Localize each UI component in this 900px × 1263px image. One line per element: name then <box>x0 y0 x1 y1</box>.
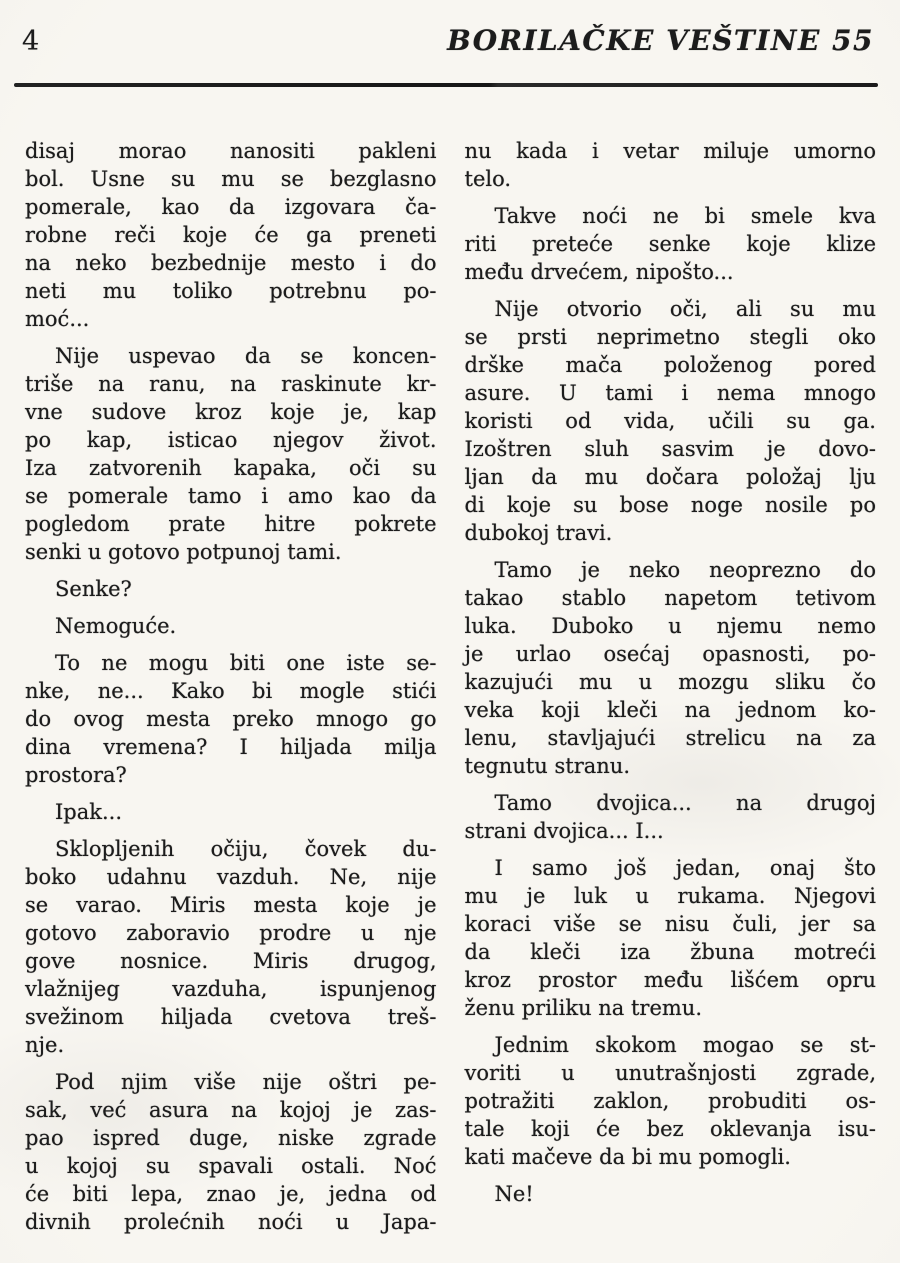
paragraph <box>25 835 437 1059</box>
text-line: među drvećem, nipošto... <box>464 260 734 284</box>
paragraph <box>465 137 877 193</box>
text-line: pomerale, kao da izgovara ča- <box>25 195 437 219</box>
text-line: Nije otvorio oči, ali su mu <box>494 297 876 321</box>
text-line: po kap, isticao njegov život. <box>25 428 437 452</box>
text-line: Tamo je neko neoprezno do <box>494 558 876 582</box>
page-header <box>0 0 900 57</box>
text-line: luka. Duboko u njemu nemo <box>464 614 876 638</box>
text-line: asure. U tami i nema mnogo <box>464 381 876 405</box>
text-line: senki u gotovo potpunoj tami. <box>25 540 342 564</box>
text-line: nu kada i vetar miluje umorno <box>464 139 876 163</box>
text-line: triše na ranu, na raskinute kr- <box>25 372 437 396</box>
text-line: Tamo dvojica... na drugoj <box>494 791 876 815</box>
text-line: telo. <box>464 167 512 191</box>
text-line: nke, ne... Kako bi mogle stići <box>25 679 437 703</box>
text-line: u kojoj su spavali ostali. Noć <box>25 1154 437 1178</box>
text-line: dina vremena? I hiljada milja <box>25 735 437 759</box>
paragraph <box>25 137 437 333</box>
text-line: bol. Usne su mu se bezglasno <box>25 167 437 191</box>
text-line: Nemoguće. <box>55 614 177 638</box>
text-line: Ipak... <box>55 800 123 824</box>
text-line: strani dvojica... I... <box>464 819 664 843</box>
text-line: Takve noći ne bi smele kva <box>494 204 876 228</box>
text-line: Sklopljenih očiju, čovek du- <box>55 837 437 861</box>
paragraph <box>25 1068 437 1236</box>
text-line: sak, već asura na kojoj je zas- <box>25 1098 437 1122</box>
text-line: tale koji će bez oklevanja isu- <box>464 1117 876 1141</box>
text-line: neti mu toliko potrebnu po- <box>25 279 437 303</box>
text-line: da kleči iza žbuna motreći <box>464 940 876 964</box>
right-column <box>465 137 877 1245</box>
text-line: potražiti zaklon, probuditi os- <box>464 1089 876 1113</box>
paragraph <box>465 854 877 1022</box>
text-line: pogledom prate hitre pokrete <box>25 512 437 536</box>
journal-title: BORILAČKE VEŠTINE 55 <box>447 24 874 57</box>
body-text <box>0 87 900 1245</box>
paragraph <box>25 575 437 603</box>
text-line: dubokoj travi. <box>464 521 613 545</box>
paragraph <box>25 342 437 566</box>
paragraph <box>465 202 877 286</box>
text-line: koristi od vida, učili su ga. <box>464 409 876 433</box>
text-line: do ovog mesta preko mnogo go <box>25 707 437 731</box>
text-line: Ne! <box>494 1182 534 1206</box>
text-line: To ne mogu biti one iste se- <box>55 651 437 675</box>
text-line: mu je luk u rukama. Njegovi <box>464 884 876 908</box>
text-line: Jednim skokom mogao se st- <box>494 1033 876 1057</box>
text-line: gove nosnice. Miris drugog, <box>25 949 437 973</box>
paragraph <box>465 1031 877 1171</box>
left-column <box>25 137 437 1245</box>
text-line: je urlao osećaj opasnosti, po- <box>464 642 876 666</box>
text-line: na neko bezbednije mesto i do <box>25 251 437 275</box>
text-line: ženu priliku na tremu. <box>464 996 703 1020</box>
text-line: di koje su bose noge nosile po <box>464 493 876 517</box>
text-line: robne reči koje će ga preneti <box>25 223 437 247</box>
text-line: koraci više se nisu čuli, jer sa <box>464 912 876 936</box>
text-line: Pod njim više nije oštri pe- <box>55 1070 437 1094</box>
paragraph <box>465 789 877 845</box>
text-line: I samo još jedan, onaj što <box>494 856 876 880</box>
text-line: nje. <box>25 1033 65 1057</box>
text-line: lenu, stavljajući strelicu na za <box>464 726 876 750</box>
text-line: se pomerale tamo i amo kao da <box>25 484 437 508</box>
text-line: pao ispred duge, niske zgrade <box>25 1126 437 1150</box>
text-line: Izoštren sluh sasvim je dovo- <box>464 437 876 461</box>
paragraph <box>465 1180 877 1208</box>
text-line: se varao. Miris mesta koje je <box>25 893 437 917</box>
text-line: kati mačeve da bi mu pomogli. <box>464 1145 791 1169</box>
text-line: prostora? <box>25 763 127 787</box>
paragraph <box>25 649 437 789</box>
text-line: gotovo zaboravio prodre u nje <box>25 921 437 945</box>
text-line: svežinom hiljada cvetova treš- <box>25 1005 437 1029</box>
text-line: ljan da mu dočara položaj lju <box>464 465 876 489</box>
paragraph <box>25 612 437 640</box>
text-line: boko udahnu vazduh. Ne, nije <box>25 865 437 889</box>
text-line: se prsti neprimetno stegli oko <box>464 325 876 349</box>
paragraph <box>465 556 877 780</box>
text-line: vlažnijeg vazduha, ispunjenog <box>25 977 437 1001</box>
text-line: kazujući mu u mozgu sliku čo <box>464 670 876 694</box>
text-line: takao stablo napetom tetivom <box>464 586 876 610</box>
text-line: Iza zatvorenih kapaka, oči su <box>25 456 437 480</box>
text-line: tegnutu stranu. <box>464 754 630 778</box>
text-line: Nije uspevao da se koncen- <box>55 344 437 368</box>
paragraph <box>25 798 437 826</box>
text-line: kroz prostor među lišćem opru <box>464 968 876 992</box>
text-line: Senke? <box>55 577 132 601</box>
text-line: divnih prolećnih noći u Japa- <box>25 1210 437 1234</box>
text-line: disaj morao nanositi pakleni <box>25 139 437 163</box>
text-line: vne sudove kroz koje je, kap <box>25 400 437 424</box>
text-line: drške mača položenog pored <box>464 353 876 377</box>
text-line: će biti lepa, znao je, jedna od <box>25 1182 437 1206</box>
text-line: veka koji kleči na jednom ko- <box>464 698 876 722</box>
page-number: 4 <box>22 26 40 57</box>
text-line: voriti u unutrašnjosti zgrade, <box>464 1061 876 1085</box>
text-line: riti preteće senke koje klize <box>464 232 876 256</box>
paragraph <box>465 295 877 547</box>
text-line: moć... <box>25 307 90 331</box>
